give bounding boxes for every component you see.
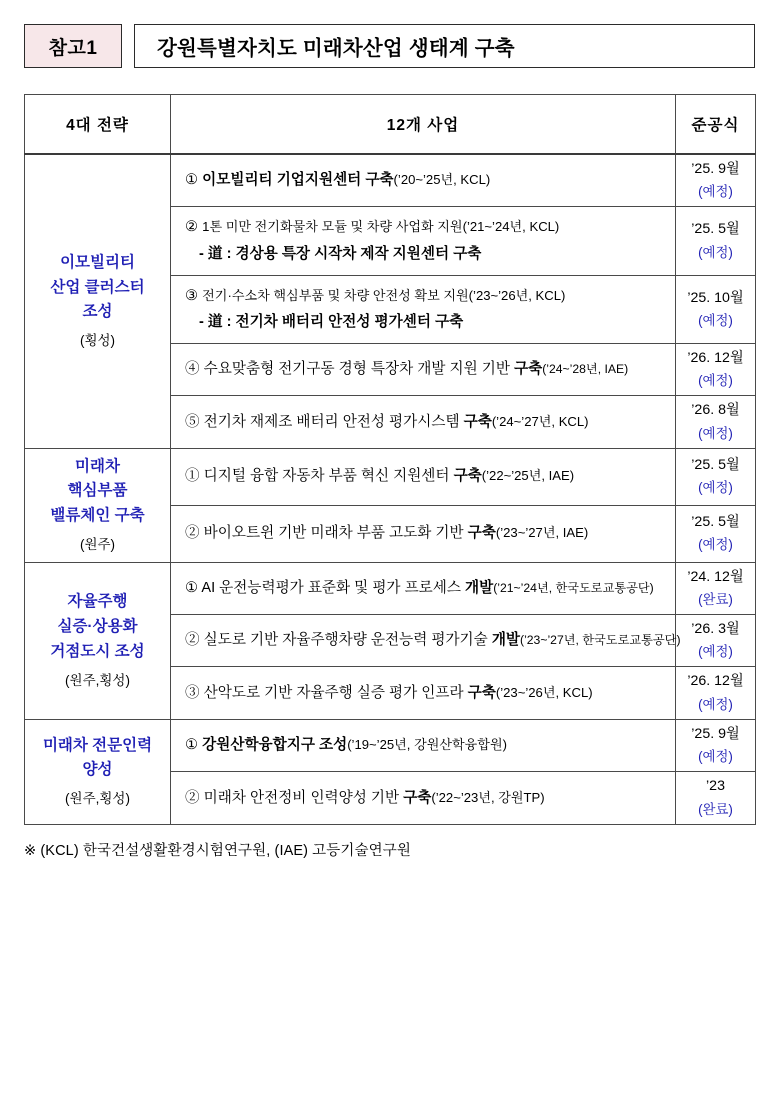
completion-cell	[676, 667, 756, 719]
project-cell	[171, 505, 676, 562]
project-title: 전기차 재제조 배터리 안전성 평가시스템	[203, 413, 464, 430]
reference-badge: 참고1	[24, 24, 122, 68]
project-number: ③	[185, 287, 199, 304]
completion-status: (예정)	[698, 244, 733, 260]
completion-status: (예정)	[698, 480, 733, 496]
completion-status: (예정)	[698, 184, 733, 200]
completion-status: (예정)	[698, 537, 733, 553]
project-title-bold: 구축	[463, 413, 492, 430]
project-cell	[171, 448, 676, 505]
footnote: ※ (KCL) 한국건설생활환경시험연구원, (IAE) 고등기술연구원	[24, 842, 411, 859]
project-number: ①	[185, 737, 199, 754]
completion-cell	[676, 448, 756, 505]
completion-cell	[676, 396, 756, 448]
completion-date: ’25. 9월	[691, 725, 740, 742]
table-row	[25, 448, 756, 505]
project-number: ②	[185, 632, 200, 649]
project-detail: (’22~’25년, IAE)	[481, 468, 575, 484]
completion-date: ’26. 12월	[687, 349, 744, 366]
completion-date: ’26. 8월	[691, 402, 740, 419]
project-cell	[171, 396, 676, 448]
strategy-table	[24, 94, 756, 825]
strategy-line-2: 실증·상용화	[57, 618, 138, 636]
project-sub-prefix: - 道 :	[199, 314, 236, 331]
project-detail: (’20~’25년, KCL)	[393, 172, 491, 188]
completion-date: ’26. 3월	[691, 621, 740, 638]
strategy-cell-workforce	[25, 719, 171, 824]
strategy-line-3: 조성	[82, 303, 113, 321]
completion-date: ’25. 5월	[691, 456, 740, 473]
strategy-line-1: 미래차	[75, 457, 120, 475]
completion-status: (완료)	[698, 801, 733, 817]
page-title: 강원특별자치도 미래차산업 생태계 구축	[134, 24, 755, 68]
completion-cell	[676, 207, 756, 275]
project-title-bold: 구축	[514, 361, 543, 378]
project-title: AI 운전능력평가 표준화 및 평가 프로세스	[201, 580, 466, 597]
strategy-line-2: 핵심부품	[67, 482, 128, 500]
project-title: 이모빌리티 기업지원센터 구축	[202, 172, 394, 189]
strategy-cell-core-parts	[25, 448, 171, 562]
completion-cell	[676, 343, 756, 395]
completion-cell	[676, 562, 756, 614]
strategy-table-wrap	[24, 94, 755, 825]
project-sub-title: 전기차 배터리 안전성 평가센터 구축	[235, 314, 464, 331]
project-detail: (’21~’24년, KCL)	[462, 219, 560, 235]
project-sub-prefix: - 道 :	[199, 246, 236, 263]
project-title: 수요맞춤형 전기구동 경형 특장차 개발 지원 기반	[203, 361, 515, 378]
project-number: ②	[185, 219, 199, 236]
project-title: 미래차 안전정비 인력양성 기반	[203, 789, 404, 806]
project-title: 산악도로 기반 자율주행 실증 평가 인프라	[203, 684, 468, 701]
project-title-bold: 개발	[491, 632, 521, 649]
project-title: 1톤 미만 전기화물차 모듈 및 차량 사업화 지원	[202, 219, 463, 235]
completion-status: (완료)	[698, 591, 733, 607]
project-title-bold: 구축	[467, 684, 496, 701]
strategy-cell-emobility	[25, 154, 171, 448]
strategy-line-1: 미래차 전문인력	[42, 736, 153, 754]
project-number: ①	[185, 468, 200, 485]
completion-cell	[676, 615, 756, 667]
completion-status: (예정)	[698, 749, 733, 765]
completion-date: ’24. 12월	[687, 568, 744, 585]
project-number: ①	[185, 580, 199, 597]
strategy-region: (원주,횡성)	[65, 672, 130, 688]
project-cell	[171, 719, 676, 771]
project-cell	[171, 562, 676, 614]
column-header-strategy: 4대 전략	[25, 95, 171, 155]
project-detail: (’23~’26년, KCL)	[495, 684, 593, 700]
completion-status: (예정)	[698, 373, 733, 389]
completion-cell	[676, 505, 756, 562]
project-title: 전기·수소차 핵심부품 및 차량 안전성 확보 지원	[202, 287, 469, 303]
table-header-row	[25, 95, 756, 155]
project-cell	[171, 667, 676, 719]
strategy-region: (원주,횡성)	[65, 791, 130, 807]
strategy-region: (횡성)	[79, 333, 116, 349]
column-header-completion: 준공식	[676, 95, 756, 155]
strategy-line-1: 자율주행	[67, 593, 128, 611]
project-sub-title: 경상용 특장 시작차 제작 지원센터 구축	[235, 246, 482, 263]
completion-date: ’23	[706, 778, 725, 795]
strategy-region: (원주)	[79, 537, 116, 553]
strategy-line-2: 산업 클러스터	[50, 278, 145, 296]
page-header	[24, 24, 755, 68]
strategy-cell-autonomous	[25, 562, 171, 719]
project-number: ③	[185, 684, 200, 701]
project-detail: (’24~’28년, IAE)	[542, 362, 629, 377]
completion-status: (예정)	[698, 425, 733, 441]
project-title-bold: 구축	[467, 525, 496, 542]
project-detail: (’23~’27년, 한국도로교통공단)	[520, 633, 681, 648]
strategy-line-1: 이모빌리티	[60, 253, 135, 271]
table-row	[25, 719, 756, 771]
table-row	[25, 154, 756, 207]
completion-status: (예정)	[698, 644, 733, 660]
completion-date: ’25. 9월	[691, 161, 740, 177]
completion-cell	[676, 772, 756, 824]
project-title-bold: 구축	[453, 468, 482, 485]
project-title: 디지털 융합 자동차 부품 혁신 지원센터	[203, 468, 454, 485]
completion-cell	[676, 275, 756, 343]
project-detail: (’19~’25년, 강원산학융합원)	[347, 737, 507, 753]
completion-date: ’25. 5월	[691, 221, 740, 238]
project-detail: (’21~’24년, 한국도로교통공단)	[493, 581, 654, 596]
project-title-bold: 구축	[403, 789, 432, 806]
project-cell	[171, 275, 676, 343]
completion-status: (예정)	[698, 312, 733, 328]
completion-status: (예정)	[698, 696, 733, 712]
project-number: ⑤	[185, 413, 200, 430]
project-cell	[171, 343, 676, 395]
project-number: ①	[185, 172, 199, 189]
project-title: 실도로 기반 자율주행차량 운전능력 평가기술	[203, 632, 492, 649]
completion-date: ’26. 12월	[687, 673, 744, 690]
completion-cell	[676, 719, 756, 771]
completion-date: ’25. 10월	[687, 289, 744, 306]
strategy-line-3: 거점도시 조성	[50, 642, 145, 660]
completion-cell	[676, 154, 756, 207]
strategy-line-3: 밸류체인 구축	[50, 507, 145, 525]
project-number: ②	[185, 789, 200, 806]
table-row	[25, 562, 756, 614]
project-detail: (’23~’26년, KCL)	[468, 287, 566, 303]
project-title-bold: 강원산학융합지구 조성	[202, 737, 348, 754]
project-cell	[171, 615, 681, 667]
project-detail: (’23~’27년, IAE)	[495, 525, 589, 541]
column-header-projects: 12개 사업	[171, 95, 676, 155]
project-number: ②	[185, 525, 200, 542]
project-detail: (’24~’27년, KCL)	[491, 413, 589, 429]
project-cell	[171, 207, 676, 275]
completion-date: ’25. 5월	[691, 513, 740, 530]
project-number: ④	[185, 361, 200, 378]
project-detail: (’22~’23년, 강원TP)	[431, 789, 545, 805]
project-title-bold: 개발	[465, 580, 494, 597]
project-title: 바이오트윈 기반 미래차 부품 고도화 기반	[203, 525, 468, 542]
project-cell	[171, 154, 676, 207]
project-cell	[171, 772, 676, 824]
strategy-line-2: 양성	[82, 761, 113, 779]
